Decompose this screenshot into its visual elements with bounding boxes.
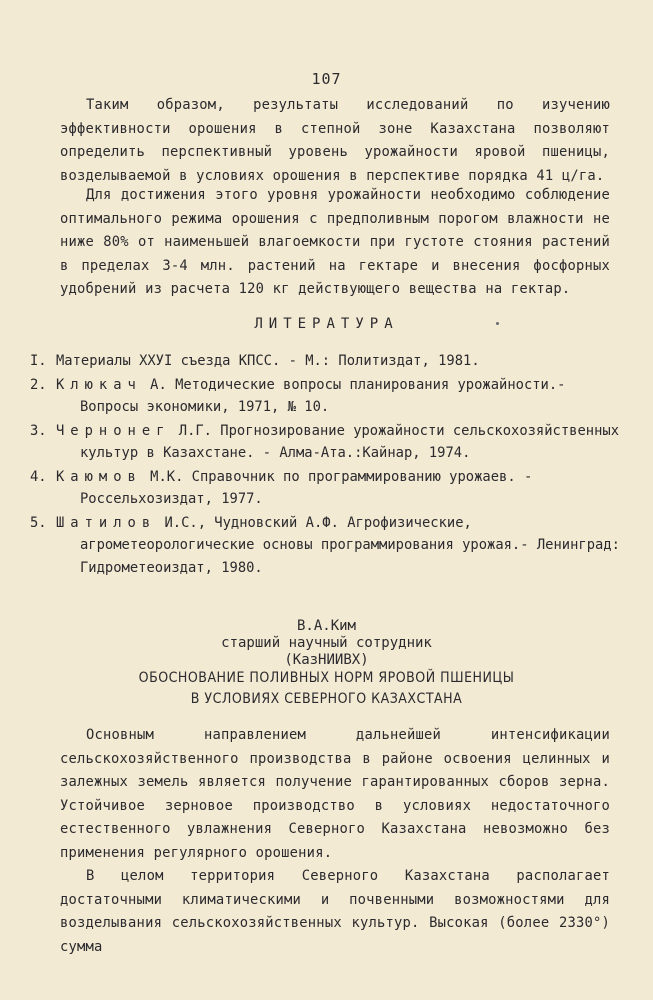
- reference-list: [30, 350, 620, 580]
- author-position: старший научный сотрудник: [221, 635, 432, 651]
- reference-text: И.С., Чудновский А.Ф. Агрофизические, агрометеорологические основы программирования урожая.- Ленинград: Гидрометеоиздат, 1980.: [80, 514, 620, 576]
- paragraph-conclusion-1: Таким образом, результаты исследований по изучению эффективности орошения в степной зоне Казахстана позволяют определить перспективный уровень урожайности яровой пшеницы, возделываемой в условиях орошения в перспективе порядка 41 ц/га.: [60, 97, 610, 184]
- reference-author: Каюмов: [56, 468, 142, 485]
- reference-number: 4.: [30, 468, 47, 485]
- article-title-line: В УСЛОВИЯХ СЕВЕРНОГО КАЗАХСТАНА: [190, 691, 463, 707]
- article-paragraph: В целом территория Северного Казахстана располагает достаточными климатическими и почвенными возможностями для возделывания сельскохозяйственных культур. Высокая (более 2330°) сумма: [60, 868, 610, 955]
- reference-number: I.: [30, 353, 47, 369]
- author-name: В.А.Ким: [296, 618, 356, 634]
- author-block: [0, 618, 653, 669]
- article-body: [60, 724, 610, 959]
- article-title: [0, 668, 653, 710]
- reference-number: 3.: [30, 422, 47, 439]
- reference-item: [30, 420, 620, 465]
- reference-text: Материалы XXУI съезда КПСС. - М.: Политиздат, 1981.: [56, 353, 480, 369]
- reference-text: Л.Г. Прогнозирование урожайности сельскохозяйственных культур в Казахстане. - Алма-Ата.:Кайнар, 1974.: [80, 422, 620, 461]
- reference-item: [30, 350, 620, 373]
- article-title-line: ОБОСНОВАНИЕ ПОЛИВНЫХ НОРМ ЯРОВОЙ ПШЕНИЦЫ: [138, 670, 515, 686]
- reference-number: 5.: [30, 514, 47, 531]
- reference-number: 2.: [30, 376, 47, 393]
- literature-heading: ЛИТЕРАТУРА: [254, 316, 399, 332]
- reference-author: Чернонег: [56, 422, 171, 439]
- article-paragraph: Основным направлением дальнейшей интенсификации сельскохозяйственного производства в районе освоения целинных и залежных земель является получение гарантированных сборов зерна. Устойчивое зерновое производство в условиях недостаточного естественного увлажнения Северного Казахстана невозможно без применения регулярного орошения.: [60, 727, 610, 861]
- reference-item: [30, 374, 620, 419]
- reference-author: Шатилов: [56, 514, 157, 531]
- paragraph-conclusion-2: Для достижения этого уровня урожайности необходимо соблюдение оптимального режима орошения с предполивным порогом влажности не ниже 80% от наименьшей влагоемкости при густоте стояния растений в пределах 3-4 млн. растений на гектаре и внесения фосфорных удобрений из расчета 120 кг действующего вещества на гектар.: [60, 187, 610, 297]
- reference-text: М.К. Справочник по программированию урожаев. - Россельхозиздат, 1977.: [80, 468, 533, 507]
- reference-text: А. Методические вопросы планирования урожайности.- Вопросы экономики, 1971, № 10.: [80, 376, 566, 415]
- ink-dot: [496, 322, 499, 325]
- author-institute: (КазНИИВХ): [284, 652, 369, 668]
- reference-item: [30, 466, 620, 511]
- page-number: 107: [311, 70, 342, 88]
- reference-author: Клюкач: [56, 376, 142, 393]
- reference-item: [30, 512, 620, 580]
